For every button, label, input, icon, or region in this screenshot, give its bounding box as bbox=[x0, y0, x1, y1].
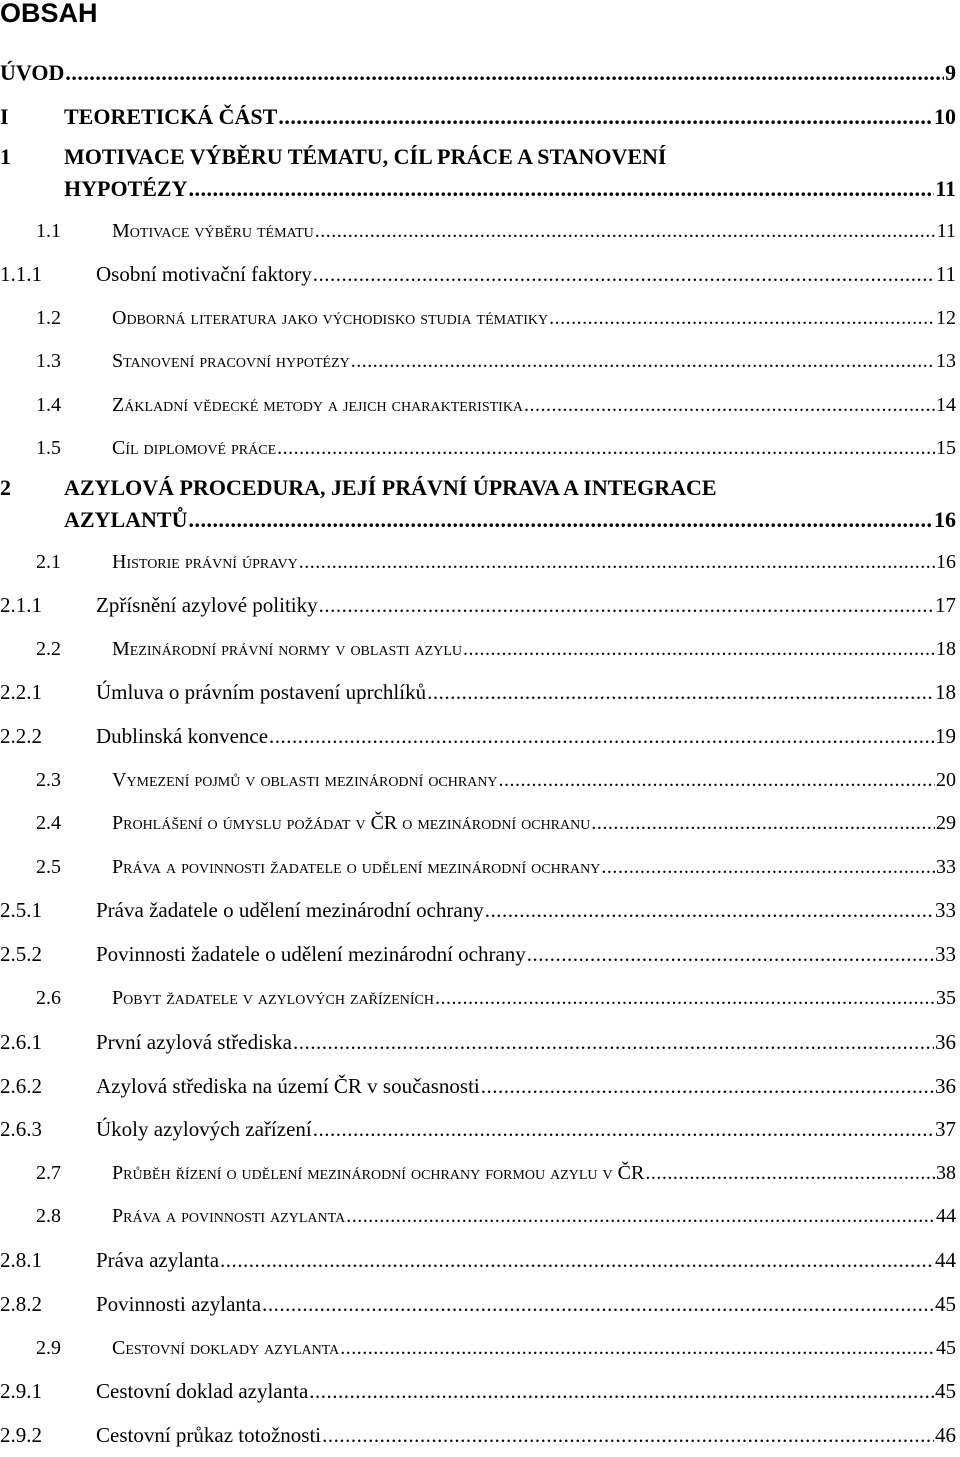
toc-entry-1-4[interactable] bbox=[0, 394, 956, 417]
toc-entry-number: 2.9.2 bbox=[0, 1423, 42, 1447]
toc-entry-title: Odborná literatura jako východisko studia tématiky bbox=[112, 307, 549, 329]
toc-leader-dots bbox=[549, 307, 935, 330]
toc-entry-page: 20 bbox=[936, 769, 956, 791]
toc-entry-2-6[interactable] bbox=[0, 987, 956, 1010]
toc-entry-2-6-3[interactable] bbox=[0, 1117, 956, 1142]
toc-entry-page: 13 bbox=[936, 350, 956, 372]
toc-entry-page: 10 bbox=[934, 104, 956, 129]
toc-entry-page: 36 bbox=[935, 1074, 956, 1098]
toc-entry-2-8-1[interactable] bbox=[0, 1248, 956, 1273]
toc-entry-number: 2.2.1 bbox=[0, 680, 42, 704]
toc-entry-page: 19 bbox=[935, 724, 956, 748]
toc-leader-dots bbox=[315, 220, 936, 243]
toc-leader-dots bbox=[220, 1248, 934, 1273]
toc-entry-title: Cestovní průkaz totožnosti bbox=[96, 1423, 322, 1447]
toc-entry-number: 2.1 bbox=[36, 551, 61, 573]
toc-entry-title-line1[interactable]: AZYLOVÁ PROCEDURA, JEJÍ PRÁVNÍ ÚPRAVA A INTEGRACE bbox=[64, 475, 717, 500]
toc-entry-title: Stanovení pracovní hypotézy bbox=[112, 350, 350, 372]
toc-entry-title: Základní vědecké metody a jejich charakteristika bbox=[112, 394, 524, 416]
toc-leader-dots bbox=[319, 593, 934, 618]
toc-entry-number: 1.2 bbox=[36, 307, 61, 329]
toc-entry-chapter-2[interactable] bbox=[0, 507, 956, 533]
toc-entry-page: 44 bbox=[936, 1205, 956, 1227]
toc-entry-2-5[interactable] bbox=[0, 856, 956, 879]
toc-entry-title: Mezinárodní právní normy v oblasti azylu bbox=[112, 638, 462, 660]
toc-entry-number: 2.3 bbox=[36, 769, 61, 791]
toc-entry-number: 2.5 bbox=[36, 856, 61, 878]
toc-entry-page: 45 bbox=[935, 1292, 956, 1316]
toc-entry-2-8[interactable] bbox=[0, 1205, 956, 1228]
toc-leader-dots bbox=[346, 1205, 935, 1228]
toc-leader-dots bbox=[293, 1030, 934, 1055]
toc-leader-dots bbox=[591, 812, 935, 835]
toc-leader-dots bbox=[499, 769, 935, 792]
toc-entry-page: 11 bbox=[935, 176, 956, 201]
toc-entry-2-6-2[interactable] bbox=[0, 1074, 956, 1099]
toc-entry-title: Motivace výběru tématu bbox=[112, 220, 314, 242]
toc-entry-number: 2.6 bbox=[36, 987, 61, 1009]
toc-entry-number: 2.4 bbox=[36, 812, 61, 834]
toc-entry-title: Cestovní doklad azylanta bbox=[96, 1379, 309, 1403]
toc-entry-title: Osobní motivační faktory bbox=[96, 262, 312, 286]
toc-entry-page: 38 bbox=[936, 1162, 956, 1184]
toc-leader-dots bbox=[313, 262, 935, 287]
toc-entry-number: 2.2 bbox=[36, 638, 61, 660]
toc-leader-dots bbox=[278, 104, 933, 130]
toc-leader-dots bbox=[481, 1074, 934, 1099]
toc-entry-title: TEORETICKÁ ČÁST bbox=[64, 104, 278, 129]
toc-entry-page: 11 bbox=[936, 220, 956, 242]
toc-entry-number: 2 bbox=[0, 475, 11, 500]
toc-entry-title: Povinnosti žadatele o udělení mezinárodní ochrany bbox=[96, 942, 526, 966]
toc-leader-dots bbox=[188, 176, 934, 202]
toc-entry-number: 2.8 bbox=[36, 1205, 61, 1227]
page-title: OBSAH bbox=[0, 0, 98, 28]
toc-entry-title: Úmluva o právním postavení uprchlíků bbox=[96, 680, 427, 704]
toc-entry-number: 2.5.1 bbox=[0, 898, 42, 922]
toc-entry-page: 37 bbox=[935, 1117, 956, 1141]
toc-entry-2-2-2[interactable] bbox=[0, 724, 956, 749]
toc-entry-page: 9 bbox=[945, 60, 956, 85]
toc-entry-2-8-2[interactable] bbox=[0, 1292, 956, 1317]
toc-entry-title: Pobyt žadatele v azylových zařízeních bbox=[112, 987, 434, 1009]
toc-entry-number: 2.6.2 bbox=[0, 1074, 42, 1098]
toc-leader-dots bbox=[463, 638, 935, 661]
toc-entry-number: 2.8.2 bbox=[0, 1292, 42, 1316]
toc-entry-1-5[interactable] bbox=[0, 437, 956, 460]
toc-leader-dots bbox=[262, 1292, 934, 1317]
toc-entry-title: Cíl diplomové práce bbox=[112, 437, 277, 459]
toc-entry-title: Historie právní úpravy bbox=[112, 551, 298, 573]
toc-entry-page: 16 bbox=[934, 507, 956, 532]
toc-entry-page: 29 bbox=[936, 812, 956, 834]
toc-entry-number: 2.1.1 bbox=[0, 593, 42, 617]
toc-leader-dots bbox=[524, 394, 935, 417]
toc-entry-1-2[interactable] bbox=[0, 307, 956, 330]
toc-entry-number: 1.4 bbox=[36, 394, 61, 416]
toc-leader-dots bbox=[269, 724, 934, 749]
toc-entry-2-2-1[interactable] bbox=[0, 680, 956, 705]
toc-entry-page: 46 bbox=[935, 1423, 956, 1447]
toc-entry-page: 44 bbox=[935, 1248, 956, 1272]
toc-entry-title: ÚVOD bbox=[0, 60, 65, 85]
toc-entry-title: Práva azylanta bbox=[96, 1248, 220, 1272]
toc-leader-dots bbox=[277, 437, 935, 460]
toc-entry-2-4[interactable] bbox=[0, 812, 956, 835]
toc-leader-dots bbox=[435, 987, 935, 1010]
toc-entry-title: Prohlášení o úmyslu požádat v ČR o mezinárodní ochranu bbox=[112, 812, 591, 834]
toc-entry-number: 1.5 bbox=[36, 437, 61, 459]
toc-entry-number: 2.9 bbox=[36, 1337, 61, 1359]
toc-leader-dots bbox=[645, 1162, 935, 1185]
toc-entry-page: 45 bbox=[936, 1337, 956, 1359]
toc-entry-number: 1.1 bbox=[36, 220, 61, 242]
toc-entry-title: Práva a povinnosti žadatele o udělení mezinárodní ochrany bbox=[112, 856, 601, 878]
toc-entry-title: Práva žadatele o udělení mezinárodní ochrany bbox=[96, 898, 484, 922]
toc-entry-number: 1.3 bbox=[36, 350, 61, 372]
toc-entry-page: 45 bbox=[935, 1379, 956, 1403]
toc-leader-dots bbox=[309, 1379, 934, 1404]
toc-entry-2-6-1[interactable] bbox=[0, 1030, 956, 1055]
toc-entry-part-1[interactable] bbox=[0, 104, 956, 130]
toc-leader-dots bbox=[351, 350, 935, 373]
toc-entry-title: Azylová střediska na území ČR v současnosti bbox=[96, 1074, 480, 1098]
toc-leader-dots bbox=[313, 1117, 934, 1142]
toc-entry-title-line1[interactable]: MOTIVACE VÝBĚRU TÉMATU, CÍL PRÁCE A STANOVENÍ bbox=[64, 144, 667, 169]
toc-entry-title: Průběh řízení o udělení mezinárodní ochrany formou azylu v ČR bbox=[112, 1162, 645, 1184]
toc-entry-page: 18 bbox=[936, 638, 956, 660]
toc-entry-page: 15 bbox=[936, 437, 956, 459]
toc-leader-dots bbox=[322, 1423, 934, 1448]
toc-entry-page: 33 bbox=[936, 856, 956, 878]
toc-entry-number: 2.6.3 bbox=[0, 1117, 42, 1141]
toc-entry-title-line2: AZYLANTŮ bbox=[64, 507, 188, 532]
toc-entry-page: 18 bbox=[935, 680, 956, 704]
toc-leader-dots bbox=[299, 551, 935, 574]
toc-entry-number: 1.1.1 bbox=[0, 262, 42, 286]
toc-entry-2-5-1[interactable] bbox=[0, 898, 956, 923]
toc-entry-number: 1 bbox=[0, 144, 11, 169]
toc-entry-title: Povinnosti azylanta bbox=[96, 1292, 262, 1316]
toc-entry-number: 2.5.2 bbox=[0, 942, 42, 966]
toc-entry-page: 16 bbox=[936, 551, 956, 573]
toc-entry-title: Úkoly azylových zařízení bbox=[96, 1117, 312, 1141]
toc-entry-page: 11 bbox=[935, 262, 956, 286]
toc-entry-page: 36 bbox=[935, 1030, 956, 1054]
toc-leader-dots bbox=[601, 856, 935, 879]
toc-leader-dots bbox=[485, 898, 934, 923]
toc-entry-page: 14 bbox=[936, 394, 956, 416]
toc-entry-page: 33 bbox=[935, 942, 956, 966]
toc-entry-page: 17 bbox=[935, 593, 956, 617]
toc-entry-2-9-2[interactable] bbox=[0, 1423, 956, 1448]
toc-entry-number: 2.6.1 bbox=[0, 1030, 42, 1054]
toc-entry-number: I bbox=[0, 104, 9, 129]
toc-entry-2-1-1[interactable] bbox=[0, 593, 956, 618]
toc-entry-page: 33 bbox=[935, 898, 956, 922]
toc-leader-dots bbox=[527, 942, 934, 967]
toc-entry-2-9-1[interactable] bbox=[0, 1379, 956, 1404]
toc-entry-2-7[interactable] bbox=[0, 1162, 956, 1185]
toc-entry-title: První azylová střediska bbox=[96, 1030, 292, 1054]
toc-entry-2-9[interactable] bbox=[0, 1337, 956, 1360]
toc-entry-title: Cestovní doklady azylanta bbox=[112, 1337, 340, 1359]
toc-entry-title: Zpřísnění azylové politiky bbox=[96, 593, 318, 617]
toc-leader-dots bbox=[427, 680, 934, 705]
toc-entry-title: Vymezení pojmů v oblasti mezinárodní ochrany bbox=[112, 769, 498, 791]
toc-entry-uvod[interactable] bbox=[0, 60, 956, 86]
toc-entry-2-2[interactable] bbox=[0, 638, 956, 661]
toc-entry-2-3[interactable] bbox=[0, 769, 956, 792]
toc-entry-title: Práva a povinnosti azylanta bbox=[112, 1205, 346, 1227]
toc-entry-page: 35 bbox=[936, 987, 956, 1009]
toc-entry-number: 2.2.2 bbox=[0, 724, 42, 748]
toc-entry-1-3[interactable] bbox=[0, 350, 956, 373]
toc-entry-title: Dublinská konvence bbox=[96, 724, 269, 748]
toc-entry-title-line2: HYPOTÉZY bbox=[64, 176, 188, 201]
toc-entry-2-1[interactable] bbox=[0, 551, 956, 574]
toc-entry-number: 2.8.1 bbox=[0, 1248, 42, 1272]
toc-entry-2-5-2[interactable] bbox=[0, 942, 956, 967]
toc-leader-dots bbox=[65, 60, 944, 86]
toc-leader-dots bbox=[188, 507, 933, 533]
toc-leader-dots bbox=[340, 1337, 935, 1360]
toc-entry-1-1[interactable] bbox=[0, 220, 956, 243]
toc-entry-1-1-1[interactable] bbox=[0, 262, 956, 287]
toc-entry-number: 2.9.1 bbox=[0, 1379, 42, 1403]
toc-entry-chapter-1[interactable] bbox=[0, 176, 956, 202]
toc-entry-number: 2.7 bbox=[36, 1162, 61, 1184]
toc-entry-page: 12 bbox=[936, 307, 956, 329]
